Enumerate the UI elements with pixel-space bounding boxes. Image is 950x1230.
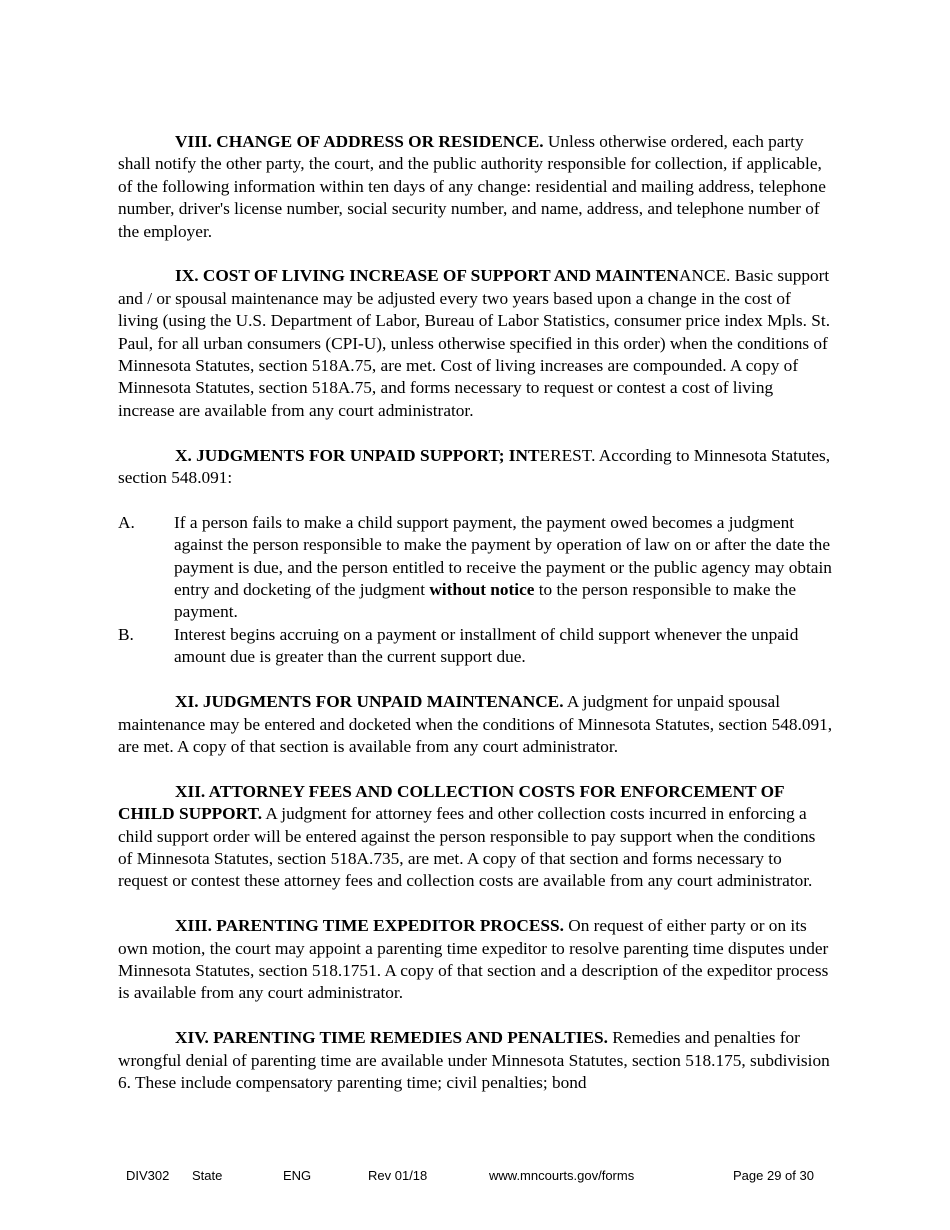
section-ix-heading: IX. COST OF LIVING INCREASE OF SUPPORT AND MAINTEN <box>175 266 679 286</box>
list-item-text: Interest begins accruing on a payment or installment of child support whenever the unpaid amount due is greater than the current support due. <box>174 624 799 667</box>
footer-revision: Rev 01/18 <box>368 1168 428 1183</box>
section-x-list <box>118 512 834 669</box>
section-xiii-body: On request of either party or on its own motion, the court may appoint a parenting time expeditor to resolve parenting time disputes under Minnesota Statutes, section 518.1751. A copy of that section and a description of the expeditor process is available from any court administrator. <box>118 916 829 1003</box>
list-item <box>118 512 834 624</box>
section-viii <box>118 131 834 243</box>
section-ix <box>118 265 834 422</box>
document-body <box>118 131 834 1117</box>
footer-page-number: Page 29 of 30 <box>733 1168 814 1183</box>
footer-scope: State <box>192 1168 223 1183</box>
list-item-label: A. <box>118 512 135 532</box>
section-xii <box>118 781 834 893</box>
section-ix-body: ANCE. Basic support and / or spousal maintenance may be adjusted every two years based upon a change in the cost of living (using the U.S. Department of Labor, Bureau of Labor Statistics, consumer price index Mpls. St. Paul, for all urban consumers (CPI-U), unless otherwise specified in this order) when the conditions of Minnesota Statutes, section 518A.75, are met. Cost of living increases are compounded. A copy of Minnesota Statutes, section 518A.75, and forms necessary to request or contest a cost of living increase are available from any court administrator. <box>118 266 831 420</box>
section-xi-body: A judgment for unpaid spousal maintenance may be entered and docketed when the conditions of Minnesota Statutes, section 548.091, are met. A copy of that section is available from any court administrator. <box>118 692 833 756</box>
list-item-label: B. <box>118 624 134 644</box>
section-x-body: EREST. According to Minnesota Statutes, section 548.091: <box>118 445 831 488</box>
section-xiv-heading: XIV. PARENTING TIME REMEDIES AND PENALTIES. <box>175 1028 608 1048</box>
list-item-text: If a person fails to make a child support payment, the payment owed becomes a judgment against the person responsible to make the payment by operation of law on or after the date the payment is due, and the person entitled to receive the payment or the public agency may obtain entry and docketing of the judgment without notice to the person responsible to make the payment. <box>174 512 832 622</box>
section-x <box>118 445 834 490</box>
section-x-heading: X. JUDGMENTS FOR UNPAID SUPPORT; INT <box>175 445 540 465</box>
section-viii-heading: VIII. CHANGE OF ADDRESS OR RESIDENCE. <box>175 132 544 151</box>
footer-form-id: DIV302 <box>126 1168 170 1183</box>
section-xiv-body: Remedies and penalties for wrongful denial of parenting time are available under Minnesota Statutes, section 518.175, subdivision 6. These include compensatory parenting time; civil penalties; bond <box>118 1028 830 1092</box>
footer-url: www.mncourts.gov/forms <box>489 1168 635 1183</box>
page-footer <box>0 1168 950 1184</box>
section-xii-heading: XII. ATTORNEY FEES AND COLLECTION COSTS FOR ENFORCEMENT OF CHILD SUPPORT. <box>118 781 784 824</box>
section-xiii <box>118 915 834 1005</box>
section-viii-body: Unless otherwise ordered, each party shall notify the other party, the court, and the public authority responsible for collection, if applicable, of the following information within ten days of any change: residential and mailing address, telephone number, driver's license number, social security number, and name, address, and telephone number of the employer. <box>118 132 826 241</box>
section-xi-heading: XI. JUDGMENTS FOR UNPAID MAINTENANCE. <box>175 692 564 712</box>
section-xiv <box>118 1027 834 1094</box>
section-xiii-heading: XIII. PARENTING TIME EXPEDITOR PROCESS. <box>175 916 564 936</box>
section-xii-body: A judgment for attorney fees and other collection costs incurred in enforcing a child support order will be entered against the person responsible to pay support when the conditions of Minnesota Statutes, section 518A.735, are met. A copy of that section and forms necessary to request or contest these attorney fees and collection costs are available from any court administrator. <box>118 804 816 891</box>
without-notice-emphasis: without notice <box>429 580 535 600</box>
footer-language: ENG <box>283 1168 312 1183</box>
section-xi <box>118 691 834 758</box>
list-item <box>118 624 834 669</box>
